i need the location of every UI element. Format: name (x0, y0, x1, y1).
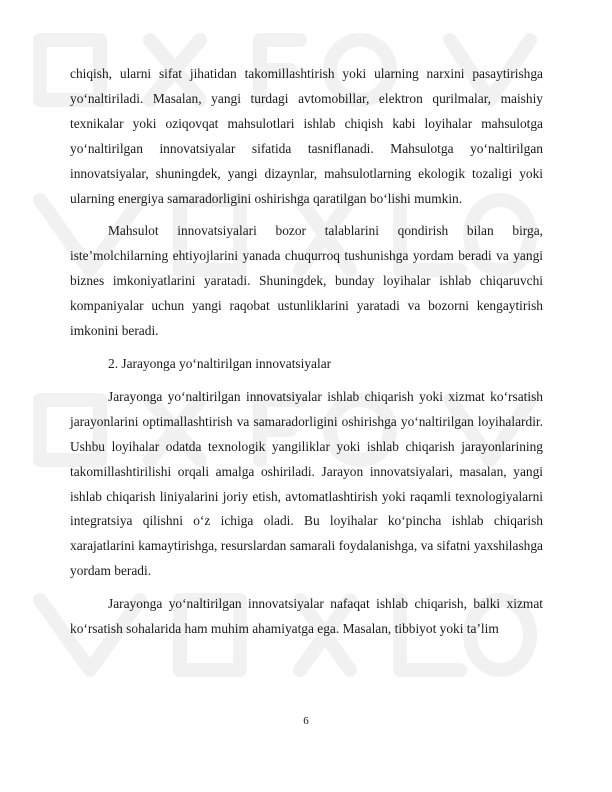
document-body (70, 62, 543, 650)
page-number: 6 (303, 715, 309, 727)
paragraph-2: Mahsulot innovatsiyalari bozor talablarini qondirish bilan birga, iste’molchilarning ehtiyojlarini yanada chuqurroq tushunishga yordam beradi va yangi biznes imkoniyatlarini yaratadi. Shuningdek, bunday loyihalar ishlab chiqaruvchi kompaniyalar uchun yangi raqobat ustunliklarini yaratadi va bozorni kengaytirish imkonini beradi. (70, 223, 543, 339)
paragraph-3: Jarayonga yo‘naltirilgan innovatsiyalar ishlab chiqarish yoki xizmat ko‘rsatish jarayonlarini optimallashtirish va samaradorligini oshirishga yo‘naltirilgan loyihalardir. Ushbu loyihalar odatda texnologik yangiliklar yoki ishlab chiqarish jarayonlarining takomillashtirilishi orqali amalga oshiriladi. Jarayon innovatsiyalari, masalan, yangi ishlab chiqarish liniyalarini joriy etish, avtomatlashtirish yoki raqamli texnologiyalarni integratsiya qilishni o‘z ichiga oladi. Bu loyihalar ko‘pincha ishlab chiqarish xarajatlarini kamaytirishga, resurslardan samarali foydalanishga, va sifatni yaxshilashga yordam beradi. (70, 388, 543, 579)
section-heading: 2. Jarayonga yo‘naltirilgan innovatsiyalar (108, 355, 332, 371)
paragraph-4: Jarayonga yo‘naltirilgan innovatsiyalar nafaqat ishlab chiqarish, balki xizmat ko‘rsatish sohalarida ham muhim ahamiyatga ega. Masalan, tibbiyot yoki ta’lim (70, 596, 543, 637)
paragraph-1: chiqish, ularni sifat jihatidan takomillashtirish yoki ularning narxini pasaytirishga yo‘naltiriladi. Masalan, yangi turdagi avtomobillar, elektron qurilmalar, maishiy texnikalar yoki oziqovqat mahsulotlari ishlab chiqish kabi loyihalar mahsulotga yo‘naltirilgan innovatsiyalar sifatida tasniflanadi. Mahsulotga yo‘naltirilgan innovatsiyalar, shuningdek, yangi dizaynlar, mahsulotlarning ekologik tozaligi yoki ularning energiya samaradorligini oshirishga qaratilgan bo‘lishi mumkin. (70, 66, 543, 206)
